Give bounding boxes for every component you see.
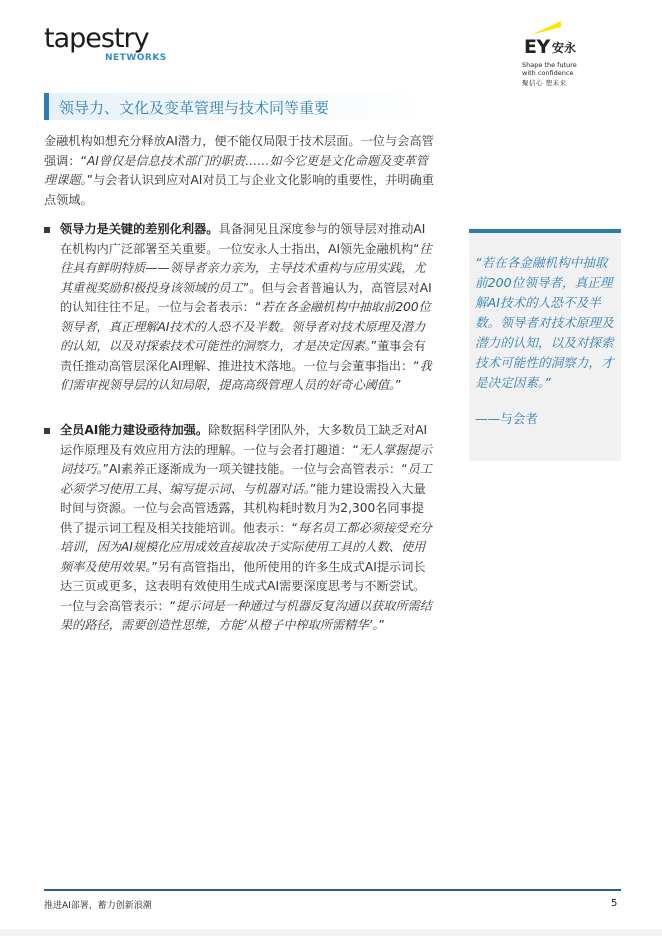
ey-tagline-line: Shape the future	[522, 61, 577, 69]
bullet-quote: 员工必须学习使用工具、编写提示词、与机器对话。	[60, 462, 432, 496]
pull-quote-attribution: ——与会者	[475, 411, 538, 426]
ey-tagline-chinese: 聚信心 塑未来	[522, 79, 567, 87]
section-heading: 领导力、文化及变革管理与技术同等重要	[59, 99, 330, 117]
bullet-lead: 全员AI能力建设亟待加强。	[60, 423, 209, 437]
ey-letters: EY	[524, 36, 550, 58]
pull-quote-box	[469, 229, 621, 461]
bullet-quote: 若在各金融机构中抽取前200位领导者，真正理解AI技术的人恐不及半数。领导者对技术原理及潜力的认知，以及对探索技术可能性的洞察力，才是决定因素。	[60, 300, 431, 353]
bullet-sentence: ”董事会有责任推动高管层深化AI理解、推进技术落地。一位与会董事指出：“	[60, 339, 426, 373]
bullet-sentence: ”能力建设需投入大量时间与资源。一位与会高管透露，其机构耗时数月为2,300名同事提供了提示词工程及相关技能培训。他表示：“	[60, 481, 426, 535]
pull-quote-text: “若在各金融机构中抽取前200位领导者，真正理解AI技术的人恐不及半数。领导者对技术原理及潜力的认知，以及对探索技术可能性的洞察力，才是决定因素。”	[475, 255, 614, 390]
ey-tagline-line: with confidence	[522, 68, 574, 77]
intro-paragraph	[44, 132, 434, 210]
footer-title: 推进AI部署，蓄力创新浪潮	[44, 901, 152, 911]
intro-text: 金融机构如想充分释放AI潜力，便不能仅局限于技术层面。一位与会高管强调：“	[44, 134, 434, 168]
intro-quote: AI曾仅是信息技术部门的职责……如今它更是文化命题及变革管理课题。	[44, 153, 428, 187]
bullet-quote: 无人掌握提示词技巧。	[60, 442, 432, 476]
footer-rule	[44, 889, 621, 891]
bullet-quote: 提示词是一种通过与机器反复沟通以获取所需结果的路径，需要创造性思维，方能‘从橙子中榨取所需精华’。	[60, 598, 432, 632]
bullet-sentence: ”。但与会者普遍认为，高管层对AI的认知往往不足。一位与会者表示：“	[60, 280, 432, 314]
bullet-leadership	[44, 220, 436, 396]
bullet-text	[60, 421, 436, 636]
bullet-text	[60, 220, 436, 396]
bullet-sentence: ”	[378, 618, 385, 632]
ey-chinese-name: 安永	[552, 41, 577, 55]
ey-beam-icon	[527, 19, 563, 37]
ey-tagline	[522, 62, 592, 77]
tapestry-wordmark: tapestry	[44, 23, 149, 54]
bullet-ai-capability	[44, 421, 436, 636]
bullet-sentence: ”AI素养正逐渐成为一项关键技能。一位与会高管表示：“	[102, 462, 408, 476]
bullet-lead: 领导力是关键的差别化利器。	[60, 222, 219, 236]
section-heading-bar	[44, 93, 424, 120]
bullet-sentence: 除数据科学团队外，大多数员工缺乏对AI运作原理及有效应用方法的理解。一位与会者打趣道：“	[60, 423, 428, 457]
bullet-quote: 我们需审视领导层的认知局限，提高高级管理人员的好奇心阈值。	[60, 358, 432, 392]
page-number: 5	[611, 898, 618, 909]
bullet-square-icon	[44, 227, 50, 233]
intro-text: ”与会者认识到应对AI对员工与企业文化影响的重要性，并明确重点领域。	[44, 173, 434, 207]
bullet-sentence: ”	[395, 378, 402, 392]
bullet-quote: 每名员工都必须接受充分培训，因为AI规模化应用成效直接取决于实际使用工具的人数、使用频率及使用效果。	[60, 520, 432, 574]
tapestry-networks-logo	[44, 23, 167, 63]
tapestry-networks-label: NETWORKS	[105, 53, 167, 63]
bullet-quote: 往往具有鲜明特质——领导者亲力亲为，主导技术重构与应用实践，尤其重视奖励积极投身该领域的员工	[60, 241, 432, 295]
ey-mark	[522, 18, 592, 60]
bullet-sentence: ”另有高管指出，他所使用的许多生成式AI提示词长达三页或更多，这表明有效使用生成式AI需要深度思考与不断尝试。一位与会高管表示：“	[60, 559, 426, 613]
bullet-sentence: 具备洞见且深度参与的领导层对推动AI在机构内广泛部署至关重要。一位安永人士指出，AI领先金融机构“	[60, 222, 426, 256]
ey-logo	[522, 18, 592, 87]
bullet-square-icon	[44, 428, 50, 434]
